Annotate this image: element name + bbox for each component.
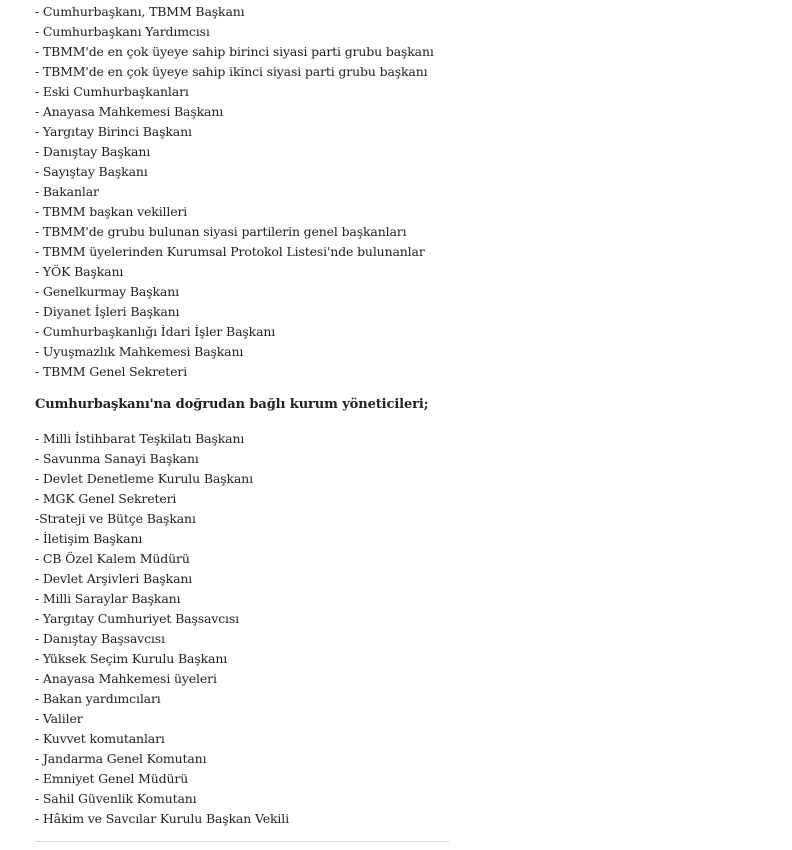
list-item: - Milli İstihbarat Teşkilatı Başkanı: [35, 431, 245, 446]
list-item: - Valiler: [35, 711, 83, 726]
list-item: -Strateji ve Bütçe Başkanı: [35, 511, 196, 526]
list-item: - Hâkim ve Savcılar Kurulu Başkan Vekili: [35, 811, 289, 826]
list-item: - Diyanet İşleri Başkanı: [35, 304, 180, 319]
list-item: - TBMM'de en çok üyeye sahip birinci siyasi parti grubu başkanı: [35, 44, 434, 59]
list-item: - Bakan yardımcıları: [35, 691, 161, 706]
list-item: - Uyuşmazlık Mahkemesi Başkanı: [35, 344, 244, 359]
list-item: - CB Özel Kalem Müdürü: [35, 551, 190, 566]
list-item: - Milli Saraylar Başkanı: [35, 591, 181, 606]
protocol-list: [35, 2, 595, 382]
list-item: - Cumhurbaşkanı, TBMM Başkanı: [35, 4, 245, 19]
list-item: - MGK Genel Sekreteri: [35, 491, 177, 506]
list-item: - Danıştay Başsavcısı: [35, 631, 165, 646]
content-divider: [35, 841, 449, 842]
list-item: - Jandarma Genel Komutanı: [35, 751, 207, 766]
institution-list: [35, 429, 595, 829]
list-item: - Bakanlar: [35, 184, 99, 199]
list-item: - Yargıtay Birinci Başkanı: [35, 124, 192, 139]
list-item: - TBMM başkan vekilleri: [35, 204, 188, 219]
list-item: - TBMM'de grubu bulunan siyasi partilerin genel başkanları: [35, 224, 407, 239]
list-item: - Cumhurbaşkanlığı İdari İşler Başkanı: [35, 324, 276, 339]
list-item: - Anayasa Mahkemesi üyeleri: [35, 671, 217, 686]
list-item: - TBMM Genel Sekreteri: [35, 364, 188, 379]
list-item: - Anayasa Mahkemesi Başkanı: [35, 104, 224, 119]
list-item: - Yüksek Seçim Kurulu Başkanı: [35, 651, 228, 666]
list-item: - Cumhurbaşkanı Yardımcısı: [35, 24, 210, 39]
list-item: - YÖK Başkanı: [35, 264, 124, 279]
list-item: - Danıştay Başkanı: [35, 144, 151, 159]
list-item: - TBMM üyelerinden Kurumsal Protokol Listesi'nde bulunanlar: [35, 244, 425, 259]
list-item: - TBMM'de en çok üyeye sahip ikinci siyasi parti grubu başkanı: [35, 64, 428, 79]
section-heading: Cumhurbaşkanı'na doğrudan bağlı kurum yöneticileri;: [35, 397, 429, 412]
list-item: - Sahil Güvenlik Komutanı: [35, 791, 197, 806]
list-item: - Sayıştay Başkanı: [35, 164, 148, 179]
list-item: - Devlet Arşivleri Başkanı: [35, 571, 193, 586]
list-item: - Genelkurmay Başkanı: [35, 284, 179, 299]
list-item: - İletişim Başkanı: [35, 531, 143, 546]
list-item: - Yargıtay Cumhuriyet Başsavcısı: [35, 611, 240, 626]
article-body: [35, 2, 595, 829]
list-item: - Devlet Denetleme Kurulu Başkanı: [35, 471, 253, 486]
list-item: - Eski Cumhurbaşkanları: [35, 84, 189, 99]
list-item: - Emniyet Genel Müdürü: [35, 771, 189, 786]
list-item: - Savunma Sanayi Başkanı: [35, 451, 199, 466]
list-item: - Kuvvet komutanları: [35, 731, 165, 746]
